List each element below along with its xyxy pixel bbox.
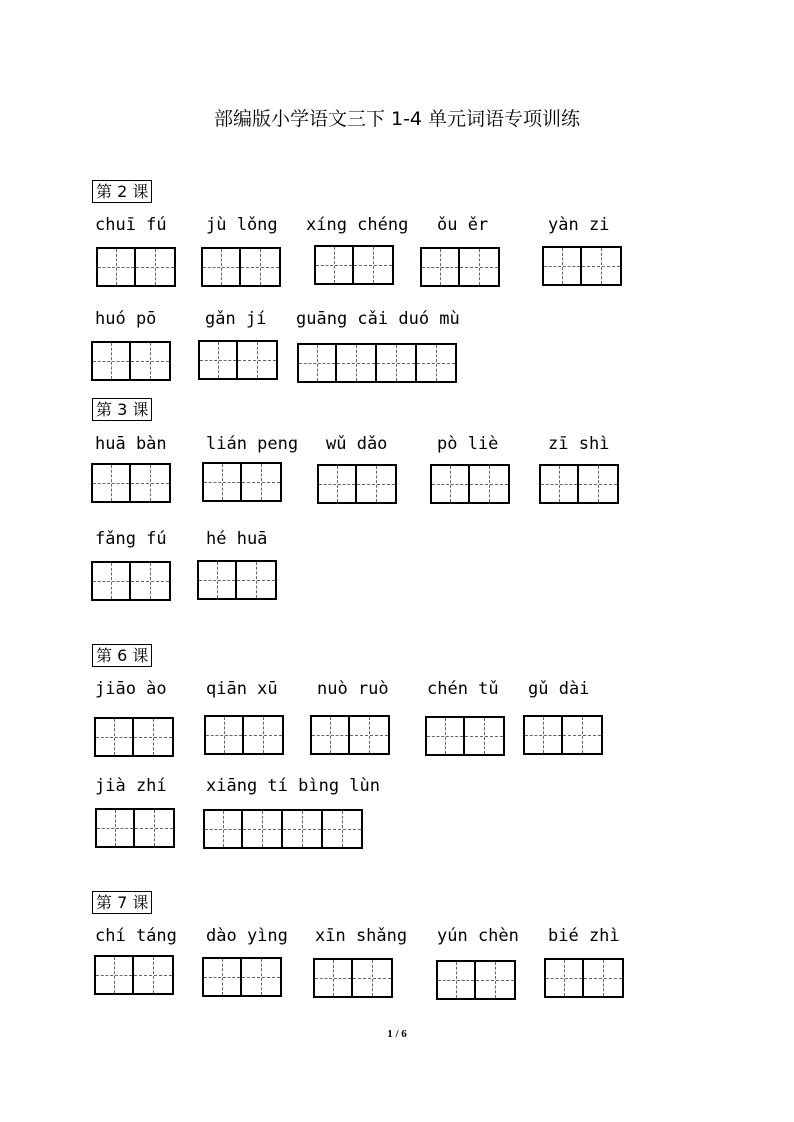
- lesson-label: 第 6 课: [92, 644, 152, 667]
- writing-grid[interactable]: [430, 464, 510, 504]
- writing-grid[interactable]: [313, 958, 393, 998]
- pinyin-word: dào yìng: [206, 926, 288, 946]
- pinyin-word: qiān xū: [206, 679, 278, 699]
- pinyin-word: xīn shǎng: [315, 926, 408, 946]
- pinyin-word: hé huā: [206, 529, 268, 549]
- pinyin-word: huó pō: [95, 309, 157, 329]
- writing-grid[interactable]: [91, 341, 171, 381]
- lesson-label: 第 3 课: [92, 398, 152, 421]
- pinyin-word: zī shì: [548, 434, 610, 454]
- pinyin-word: wǔ dǎo: [326, 434, 388, 454]
- pinyin-word: jù lǒng: [206, 215, 278, 235]
- pinyin-word: guāng cǎi duó mù: [296, 309, 460, 329]
- pinyin-word: lián peng: [206, 434, 299, 454]
- writing-grid[interactable]: [425, 716, 505, 756]
- pinyin-word: chí táng: [95, 926, 177, 946]
- lesson-label: 第 2 课: [92, 180, 152, 203]
- pinyin-word: jià zhí: [95, 776, 167, 796]
- pinyin-word: gǎn jí: [205, 309, 267, 329]
- pinyin-word: nuò ruò: [317, 679, 389, 699]
- pinyin-word: pò liè: [437, 434, 499, 454]
- writing-grid[interactable]: [314, 245, 394, 285]
- writing-grid[interactable]: [542, 246, 622, 286]
- pinyin-word: yàn zi: [548, 215, 610, 235]
- writing-grid[interactable]: [94, 717, 174, 757]
- pinyin-word: ǒu ěr: [437, 215, 489, 235]
- writing-grid[interactable]: [94, 955, 174, 995]
- writing-grid[interactable]: [202, 462, 282, 502]
- writing-grid[interactable]: [96, 247, 176, 287]
- writing-grid[interactable]: [203, 809, 363, 849]
- page-number: 1 / 6: [387, 1028, 407, 1040]
- writing-grid[interactable]: [95, 808, 175, 848]
- lesson-label: 第 7 课: [92, 891, 152, 914]
- writing-grid[interactable]: [420, 247, 500, 287]
- pinyin-word: bié zhì: [548, 926, 620, 946]
- writing-grid[interactable]: [317, 464, 397, 504]
- writing-grid[interactable]: [297, 343, 457, 383]
- writing-grid[interactable]: [201, 247, 281, 287]
- writing-grid[interactable]: [436, 960, 516, 1000]
- writing-grid[interactable]: [539, 464, 619, 504]
- writing-grid[interactable]: [91, 463, 171, 503]
- page-title: 部编版小学语文三下 1-4 单元词语专项训练: [213, 108, 581, 130]
- pinyin-word: huā bàn: [95, 434, 167, 454]
- pinyin-word: gǔ dài: [528, 679, 590, 699]
- pinyin-word: jiāo ào: [95, 679, 167, 699]
- pinyin-word: fǎng fú: [95, 529, 167, 549]
- pinyin-word: chuī fú: [95, 215, 167, 235]
- writing-grid[interactable]: [204, 715, 284, 755]
- pinyin-word: chén tǔ: [427, 679, 499, 699]
- writing-grid[interactable]: [310, 715, 390, 755]
- pinyin-word: xíng chéng: [306, 215, 409, 235]
- writing-grid[interactable]: [202, 957, 282, 997]
- writing-grid[interactable]: [523, 715, 603, 755]
- writing-grid[interactable]: [198, 340, 278, 380]
- writing-grid[interactable]: [544, 958, 624, 998]
- writing-grid[interactable]: [91, 561, 171, 601]
- writing-grid[interactable]: [197, 560, 277, 600]
- pinyin-word: xiāng tí bìng lùn: [206, 776, 380, 796]
- pinyin-word: yún chèn: [437, 926, 519, 946]
